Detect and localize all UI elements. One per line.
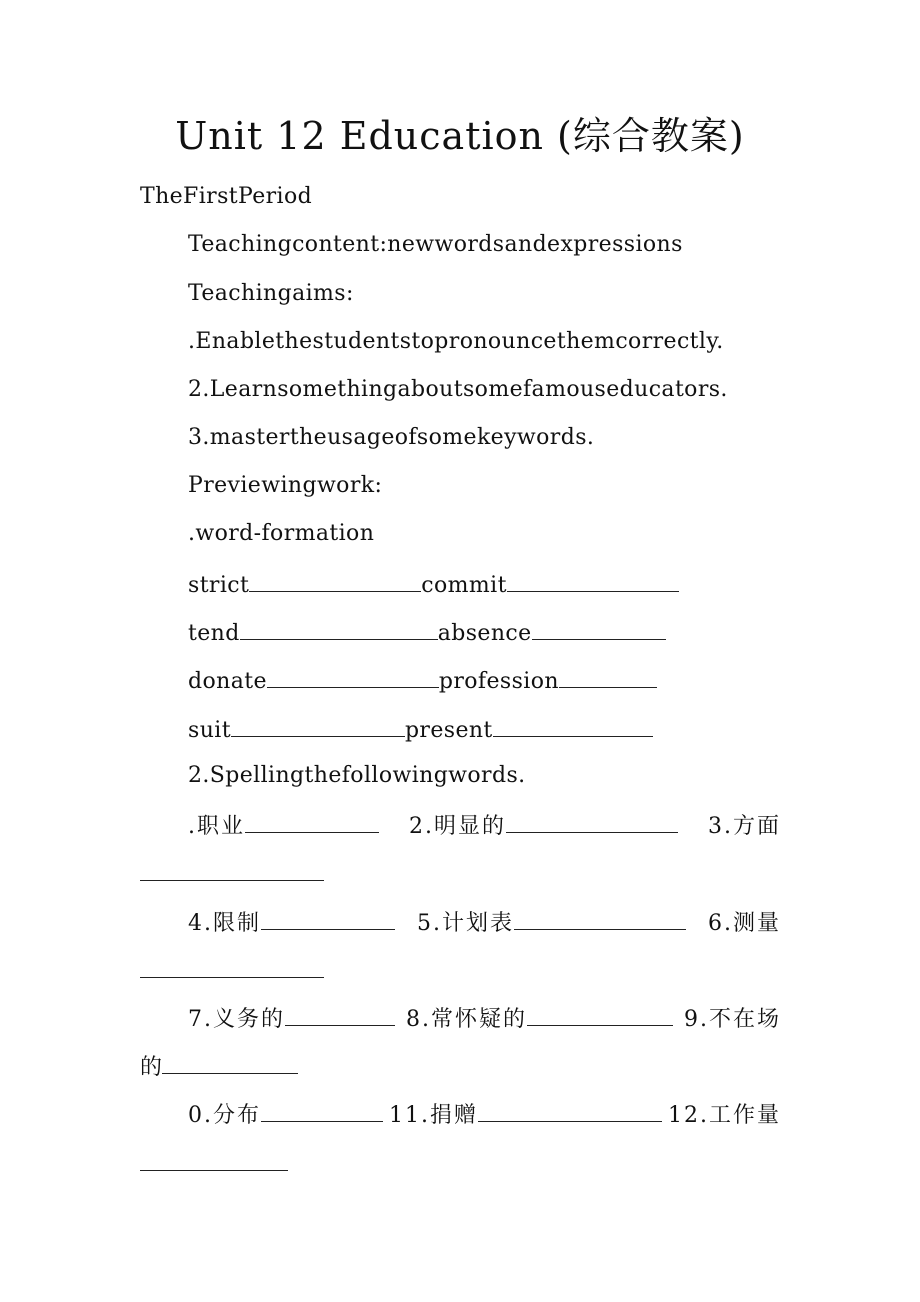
answer-blank[interactable]	[527, 1001, 673, 1026]
formation-word: profession	[438, 669, 559, 694]
answer-blank[interactable]	[140, 878, 324, 881]
spelling-item: 2.明显的	[409, 814, 506, 839]
period-heading: TheFirstPeriod	[140, 184, 313, 209]
spelling-row-3-continuation	[140, 1049, 298, 1084]
formation-word: strict	[188, 573, 250, 598]
answer-blank[interactable]	[285, 1001, 395, 1026]
answer-blank[interactable]	[532, 615, 666, 640]
answer-blank[interactable]	[506, 808, 678, 833]
spelling-row-1	[188, 808, 781, 843]
spelling-item: 5.计划表	[417, 911, 514, 936]
spelling-item: 6.测量	[708, 911, 781, 936]
aim-item-1: .Enablethestudentstopronouncethemcorrectly.	[188, 329, 724, 354]
answer-blank[interactable]	[493, 712, 653, 737]
answer-blank[interactable]	[240, 615, 438, 640]
answer-blank[interactable]	[559, 663, 657, 688]
previewing-work-label: Previewingwork:	[188, 473, 383, 498]
formation-row-1	[188, 567, 679, 602]
document-title: Unit 12 Education (综合教案)	[175, 114, 745, 158]
formation-word: absence	[437, 621, 532, 646]
spelling-item: 9.不在场	[684, 1007, 781, 1032]
answer-blank[interactable]	[231, 712, 405, 737]
spelling-item: 8.常怀疑的	[406, 1007, 527, 1032]
aim-item-3: 3.mastertheusageofsomekeywords.	[188, 425, 595, 450]
spelling-item: .职业	[188, 814, 245, 839]
formation-word: donate	[188, 669, 267, 694]
answer-blank[interactable]	[140, 975, 324, 978]
formation-row-2	[188, 615, 666, 650]
answer-blank[interactable]	[507, 567, 679, 592]
answer-blank[interactable]	[245, 808, 379, 833]
spelling-item: 11.捐赠	[389, 1103, 478, 1128]
spelling-item: 的	[140, 1055, 163, 1080]
answer-blank[interactable]	[514, 905, 686, 930]
answer-blank[interactable]	[249, 567, 421, 592]
teaching-content-line: Teachingcontent:newwordsandexpressions	[188, 232, 683, 257]
spelling-item: 4.限制	[188, 911, 261, 936]
formation-word: present	[404, 718, 493, 743]
answer-blank[interactable]	[267, 663, 439, 688]
answer-blank[interactable]	[162, 1049, 298, 1074]
formation-word: tend	[188, 621, 240, 646]
formation-row-3	[188, 663, 657, 698]
spelling-row-2	[188, 905, 781, 940]
answer-blank[interactable]	[261, 1097, 383, 1122]
spelling-item: 0.分布	[188, 1103, 261, 1128]
spelling-row-4	[188, 1097, 781, 1132]
answer-blank[interactable]	[261, 905, 395, 930]
word-formation-label: .word-formation	[188, 521, 375, 546]
teaching-aims-label: Teachingaims:	[188, 281, 354, 306]
spelling-item: 3.方面	[708, 814, 781, 839]
spelling-label: 2.Spellingthefollowingwords.	[188, 763, 526, 788]
formation-word: suit	[188, 718, 231, 743]
spelling-item: 12.工作量	[668, 1103, 781, 1128]
spelling-item: 7.义务的	[188, 1007, 285, 1032]
aim-item-2: 2.Learnsomethingaboutsomefamouseducators.	[188, 377, 728, 402]
formation-row-4	[188, 712, 653, 747]
spelling-row-3	[188, 1001, 781, 1036]
answer-blank[interactable]	[140, 1168, 288, 1171]
answer-blank[interactable]	[478, 1097, 662, 1122]
formation-word: commit	[421, 573, 507, 598]
